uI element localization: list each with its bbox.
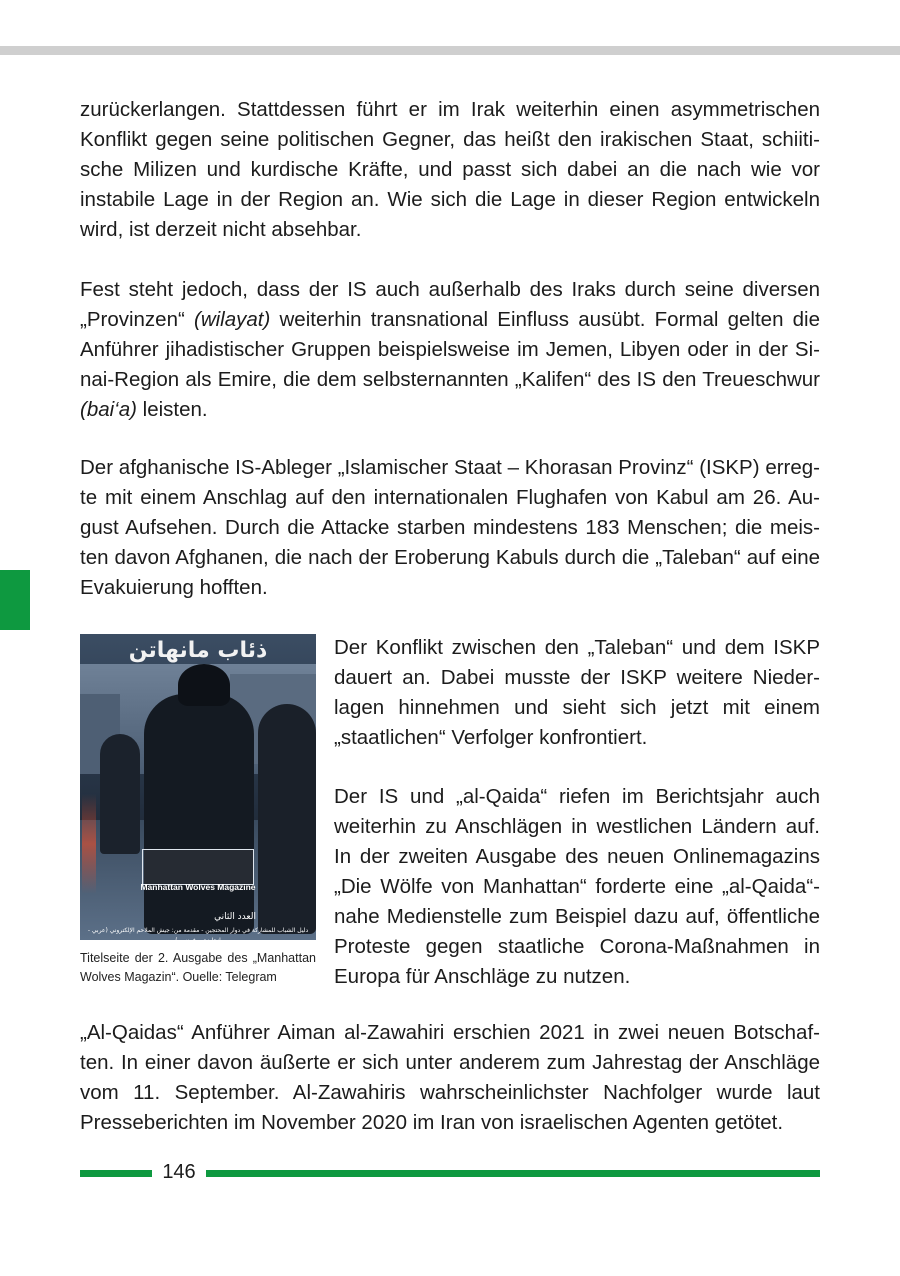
page-number: 146 bbox=[162, 1161, 196, 1183]
paragraph-2-text-b: weiterhin transnational Einfluss ausübt. Formal gelten die Anführer jihadistischer Gruppen beispielsweise im Jemen, Libyen oder in der Sinai-Region als Emire, die dem selbsternannten „Kalifen“ des IS den Treueschwur bbox=[80, 308, 821, 391]
cover-fire-glow bbox=[82, 794, 96, 894]
figure-caption: Titelseite der 2. Ausgabe des „Manhattan Wolves Magazin“. Ouelle: Telegram bbox=[80, 951, 316, 984]
paragraph-5: Der IS und „al-Qaida“ riefen im Berichtsjahr auch weiterhin zu Anschlägen in westlichen Ländern auf. In der zweiten Ausgabe des neuen Onlinemagazins „Die Wölfe von Manhattan“ forderte eine „al-Qaida“-nahe Medienstelle zum Beispiel dazu auf, öffentliche Proteste gegen staatliche Corona-Maßnahmen in Europa für Anschläge zu nutzen. bbox=[334, 785, 820, 988]
footer-rule-left bbox=[80, 1170, 152, 1177]
paragraph-3: Der afghanische IS-Ableger „Islamischer Staat – Khorasan Provinz“ (ISKP) erregte mit einem Anschlag auf den internationalen Flughafen von Kabul am 26. August Aufsehen. Durch die Attacke starben mindestens 183 Menschen; die meisten davon Afghanen, die nach der Eroberung Kabuls durch die „Taleban“ auf eine Evakuierung hofften. bbox=[80, 456, 820, 599]
cover-person-background bbox=[100, 734, 140, 854]
top-rule bbox=[0, 46, 900, 55]
paragraph-2-text-c: leisten. bbox=[136, 398, 208, 421]
paragraph-2-term-wilayat: (wilayat) bbox=[194, 308, 271, 331]
paragraph-2-text-a: Fest steht jedoch, dass der IS auch außerhalb des Iraks durch seine diversen „Provinzen“ bbox=[80, 278, 820, 331]
paragraph-4: Der Konflikt zwischen den „Taleban“ und dem ISKP dauert an. Dabei musste der ISKP weitere Niederlagen hinnehmen und sieht sich jetzt mit einem „staatlichen“ Verfolger konfrontiert. bbox=[334, 636, 820, 749]
magazine-cover-image bbox=[80, 634, 316, 944]
paragraph-2 bbox=[80, 275, 820, 425]
magazine-logo-caption: Manhattan Wolves Magazine bbox=[140, 882, 256, 892]
paragraph-2-term-baia: (bai‘a) bbox=[80, 398, 137, 421]
paragraph-6: „Al-Qaidas“ Anführer Aiman al-Zawahiri erschien 2021 in zwei neuen Botschaften. In einer davon äußerte er sich unter anderem zum Jahrestag der Anschläge vom 11. September. Al-Zawahiris wahrscheinlichster Nachfolger wurde laut Presseberichten im November 2020 im Iran von israelischen Agenten getötet. bbox=[80, 1021, 820, 1134]
magazine-title: ﺫﺋﺎﺏ ﻣﺎﻧﻬﺎﺗﻦ bbox=[128, 638, 268, 663]
paragraph-1: zurückerlangen. Stattdessen führt er im Irak weiterhin einen asymmetrischen Konflikt gegen seine politischen Gegner, das heißt den irakischen Staat, schiitische Milizen und kurdische Kräfte, und passt sich dabei an die nach wie vor instabile Lage in der Region an. Wie sich die Lage in dieser Region entwickeln wird, ist derzeit nicht absehbar. bbox=[80, 98, 820, 241]
footer-rule-right bbox=[206, 1170, 820, 1177]
cover-person-right bbox=[258, 704, 316, 934]
magazine-issue-label: العدد الثاني bbox=[214, 912, 256, 922]
magazine-bottom-line: دليل الشباب للمشاركة في دوار المحتجين - مقدمة من: جيش الملاحم الإلكتروني (عربي - إنجليزي - فرنسي) bbox=[87, 927, 309, 944]
chapter-side-tab bbox=[0, 570, 30, 630]
cover-soldier bbox=[144, 694, 254, 934]
cover-helmet bbox=[178, 664, 230, 706]
magazine-logo bbox=[142, 849, 254, 885]
